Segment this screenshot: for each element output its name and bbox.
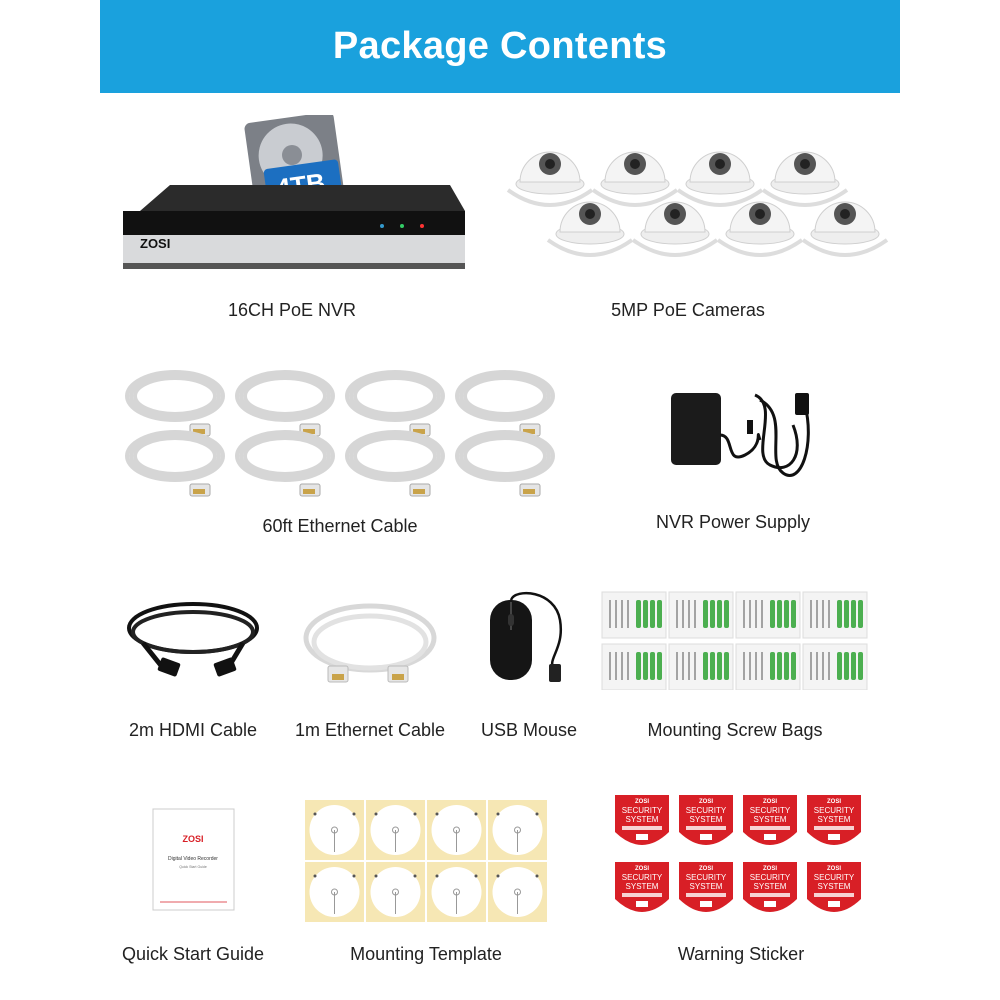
screw-bag-icon bbox=[736, 592, 800, 638]
screw-bags-label: Mounting Screw Bags bbox=[647, 720, 823, 740]
warning-sticker-label: Warning Sticker bbox=[677, 944, 805, 964]
screw-bags-image bbox=[600, 590, 870, 690]
cable-coil-icon bbox=[127, 432, 223, 496]
warning-sticker-icon bbox=[615, 795, 669, 845]
sticker-brand-text: ZOSI bbox=[762, 799, 778, 805]
guide-brand-text: ZOSI bbox=[182, 834, 204, 844]
sticker-line2-text: SYSTEM bbox=[753, 815, 787, 824]
warning-sticker-icon bbox=[807, 862, 861, 912]
mounting-template-icon bbox=[488, 800, 547, 860]
power-supply-image bbox=[665, 385, 815, 485]
power-supply-label: NVR Power Supply bbox=[655, 512, 811, 532]
guide-title-text: Digital Video Recorder bbox=[168, 856, 218, 862]
sticker-brand-text: ZOSI bbox=[826, 799, 842, 805]
sticker-line2-text: SYSTEM bbox=[625, 882, 659, 891]
sticker-line1-text: SECURITY bbox=[685, 873, 727, 882]
ethernet-1m-label: 1m Ethernet Cable bbox=[294, 720, 446, 740]
warning-sticker-icon bbox=[679, 795, 733, 845]
ethernet-cables-image bbox=[115, 360, 555, 500]
mounting-template-icon bbox=[427, 862, 486, 922]
sticker-line2-text: SYSTEM bbox=[817, 882, 851, 891]
quick-start-guide-label: Quick Start Guide bbox=[121, 944, 265, 964]
title-banner bbox=[100, 0, 900, 93]
cameras-image bbox=[490, 130, 890, 290]
screw-bag-icon bbox=[736, 644, 800, 690]
dome-camera-icon bbox=[508, 152, 592, 205]
cable-coil-icon bbox=[347, 432, 443, 496]
sticker-brand-text: ZOSI bbox=[762, 866, 778, 872]
mounting-template-icon bbox=[305, 862, 364, 922]
sticker-line1-text: SECURITY bbox=[685, 806, 727, 815]
ethernet-60ft-label: 60ft Ethernet Cable bbox=[262, 516, 418, 536]
screw-bag-icon bbox=[803, 644, 867, 690]
mounting-template-icon bbox=[427, 800, 486, 860]
ethernet-1m-image bbox=[300, 600, 440, 690]
nvr-label: 16CH PoE NVR bbox=[227, 300, 357, 320]
sticker-brand-text: ZOSI bbox=[826, 866, 842, 872]
sticker-brand-text: ZOSI bbox=[698, 799, 714, 805]
cameras-label: 5MP PoE Cameras bbox=[611, 300, 765, 320]
page-title: Package Contents bbox=[332, 25, 668, 67]
guide-subtitle-text: Quick Start Guide bbox=[179, 865, 207, 869]
cable-coil-icon bbox=[457, 372, 553, 436]
warning-sticker-icon bbox=[743, 862, 797, 912]
dome-camera-icon bbox=[593, 152, 677, 205]
cable-coil-icon bbox=[127, 372, 223, 436]
cable-coil-icon bbox=[237, 372, 333, 436]
usb-mouse-label: USB Mouse bbox=[480, 720, 578, 740]
nvr-brand-text: ZOSI bbox=[140, 236, 171, 251]
mounting-template-image bbox=[305, 800, 548, 923]
warning-sticker-icon bbox=[615, 862, 669, 912]
warning-sticker-icon bbox=[807, 795, 861, 845]
cable-coil-icon bbox=[237, 432, 333, 496]
cable-coil-icon bbox=[347, 372, 443, 436]
hdmi-cable-label: 2m HDMI Cable bbox=[128, 720, 258, 740]
dome-camera-icon bbox=[763, 152, 847, 205]
usb-mouse-image bbox=[485, 590, 575, 685]
sticker-line2-text: SYSTEM bbox=[689, 882, 723, 891]
dome-camera-icon bbox=[803, 202, 887, 255]
sticker-brand-text: ZOSI bbox=[698, 866, 714, 872]
dome-camera-icon bbox=[548, 202, 632, 255]
sticker-brand-text: ZOSI bbox=[634, 866, 650, 872]
mounting-template-label: Mounting Template bbox=[350, 944, 502, 964]
sticker-line1-text: SECURITY bbox=[813, 806, 855, 815]
screw-bag-icon bbox=[669, 644, 733, 690]
screw-bag-icon bbox=[602, 644, 666, 690]
screw-bag-icon bbox=[669, 592, 733, 638]
mounting-template-icon bbox=[366, 862, 425, 922]
quick-start-guide-image bbox=[152, 808, 235, 911]
sticker-line1-text: SECURITY bbox=[621, 806, 663, 815]
hdmi-cable-image bbox=[123, 598, 263, 683]
screw-bag-icon bbox=[803, 592, 867, 638]
sticker-line1-text: SECURITY bbox=[749, 806, 791, 815]
mounting-template-icon bbox=[366, 800, 425, 860]
sticker-line2-text: SYSTEM bbox=[625, 815, 659, 824]
sticker-line2-text: SYSTEM bbox=[817, 815, 851, 824]
sticker-line2-text: SYSTEM bbox=[753, 882, 787, 891]
sticker-line1-text: SECURITY bbox=[749, 873, 791, 882]
dome-camera-icon bbox=[718, 202, 802, 255]
dome-camera-icon bbox=[633, 202, 717, 255]
sticker-line1-text: SECURITY bbox=[621, 873, 663, 882]
dome-camera-icon bbox=[678, 152, 762, 205]
screw-bag-icon bbox=[602, 592, 666, 638]
warning-sticker-icon bbox=[743, 795, 797, 845]
mounting-template-icon bbox=[305, 800, 364, 860]
warning-sticker-icon bbox=[679, 862, 733, 912]
sticker-brand-text: ZOSI bbox=[634, 799, 650, 805]
sticker-line2-text: SYSTEM bbox=[689, 815, 723, 824]
warning-stickers-image bbox=[612, 792, 870, 924]
sticker-line1-text: SECURITY bbox=[813, 873, 855, 882]
nvr-image bbox=[120, 115, 470, 275]
cable-coil-icon bbox=[457, 432, 553, 496]
mounting-template-icon bbox=[488, 862, 547, 922]
